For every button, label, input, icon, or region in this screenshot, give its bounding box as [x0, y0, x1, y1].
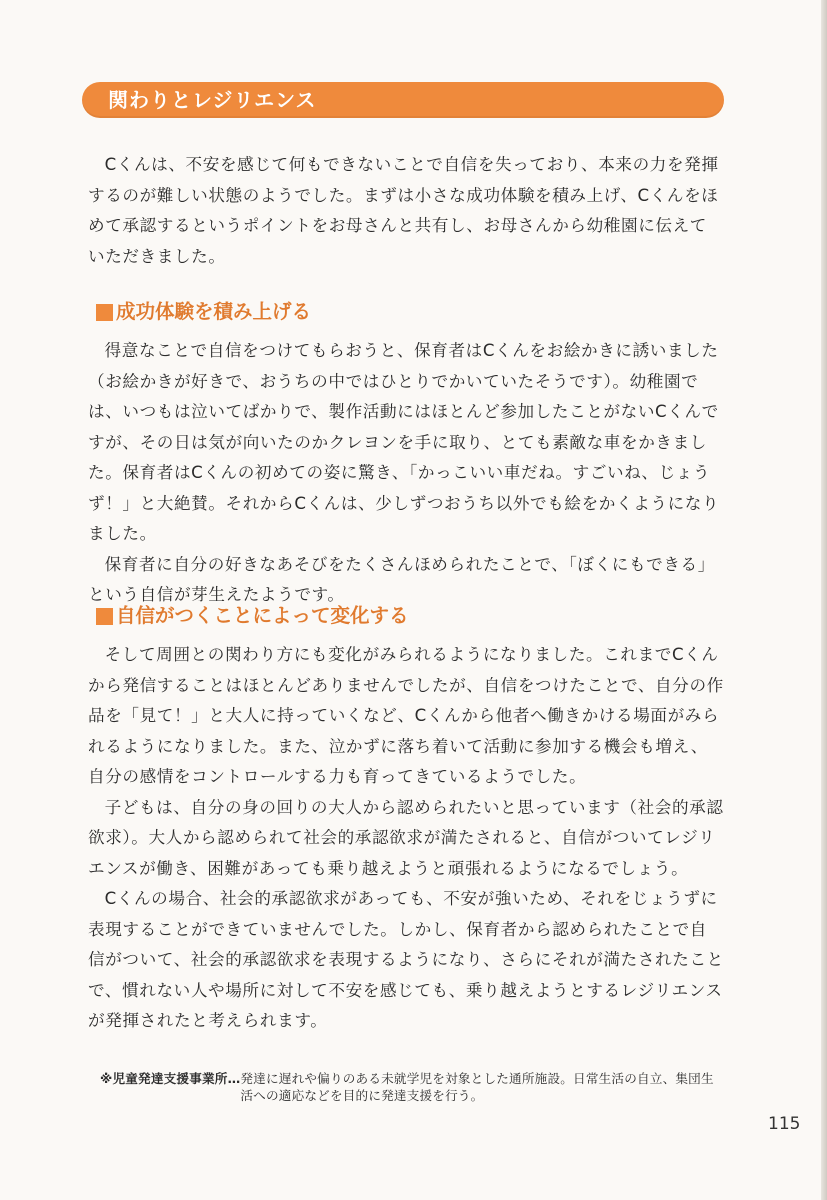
heading-square-icon — [96, 304, 113, 321]
footnote-term: ※児童発達支援事業所… — [100, 1071, 241, 1086]
body-paragraph: 保育者に自分の好きなあそびをたくさんほめられたことで、「ぼくにもできる」という自信が芽生えたようです。 — [88, 554, 715, 604]
section-heading-success — [96, 299, 311, 325]
section-banner — [82, 82, 724, 118]
page-number: 115 — [768, 1114, 801, 1134]
page-edge — [821, 0, 827, 1200]
body-paragraph: そして周囲との関わり方にも変化がみられるようになりました。これまでCくんから発信することはほとんどありませんでしたが、自信をつけたことで、自分の作品を「見て！」と大人に持っていくなど、Cくんから他者へ働きかける場面がみられるようになりました。また、泣かずに落ち着いて活動に参加する機会も増え、自分の感情をコントロールする力も育ってきているようでした。 — [88, 645, 724, 786]
body-paragraph: 得意なことで自信をつけてもらおうと、保育者はCくんをお絵かきに誘いました（お絵かきが好きで、おうちの中ではひとりでかいていたそうです）。幼稚園では、いつもは泣いてばかりで、製作活動にはほとんど参加したことがないCくんですが、その日は気が向いたのかクレヨンを手に取り、とても素敵な車をかきました。保育者はCくんの初めての姿に驚き、「かっこいい車だね。すごいね、じょうず！」と大絶賛。それからCくんは、少しずつおうち以外でも絵をかくようになりました。 — [88, 341, 720, 543]
footnote — [100, 1070, 726, 1104]
body-paragraph: 子どもは、自分の身の回りの大人から認められたいと思っています（社会的承認欲求）。大人から認められて社会的承認欲求が満たされると、自信がついてレジリエンスが働き、困難があっても乗り越えようと頑張れるようになるでしょう。 — [88, 797, 724, 878]
banner-title: 関わりとレジリエンス — [108, 88, 317, 112]
footnote-text: 発達に遅れや偏りのある未就学児を対象とした通所施設。日常生活の自立、集団生活への適応などを目的に発達支援を行う。 — [240, 1071, 714, 1103]
heading-square-icon — [96, 608, 113, 625]
section-body-confidence — [88, 640, 724, 1037]
section-heading-confidence — [96, 603, 409, 629]
section-heading-label: 成功体験を積み上げる — [116, 300, 312, 323]
intro-text — [88, 150, 724, 272]
intro-paragraph: Cくんは、不安を感じて何もできないことで自信を失っており、本来の力を発揮するのが難しい状態のようでした。まずは小さな成功体験を積み上げ、Cくんをほめて承認するというポイントをお母さんと共有し、お母さんから幼稚園に伝えていただきました。 — [88, 155, 719, 266]
section-heading-label: 自信がつくことによって変化する — [116, 604, 409, 627]
body-paragraph: Cくんの場合、社会的承認欲求があっても、不安が強いため、それをじょうずに表現することができていませんでした。しかし、保育者から認められたことで自信がついて、社会的承認欲求を表現するようになり、さらにそれが満たされたことで、慣れない人や場所に対して不安を感じても、乗り越えようとするレジリエンスが発揮されたと考えられます。 — [88, 889, 724, 1030]
section-body-success — [88, 336, 724, 611]
